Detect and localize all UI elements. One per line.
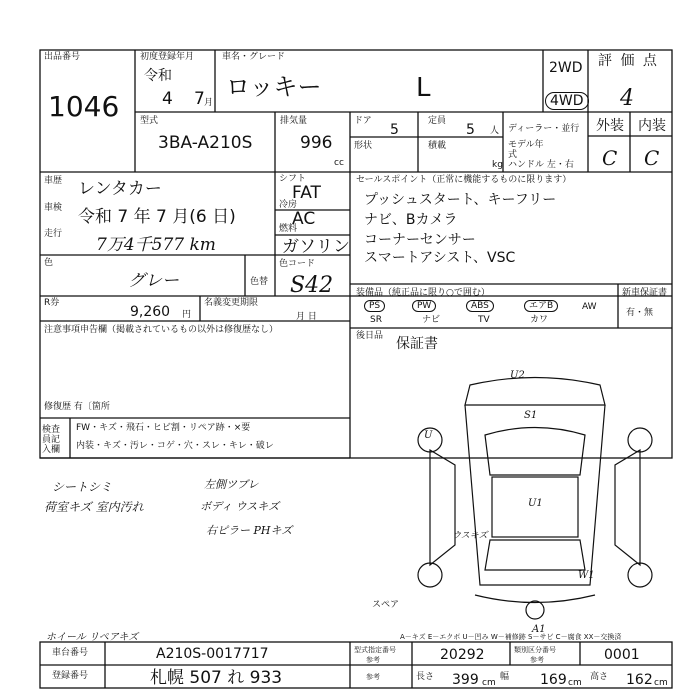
capacity-label: 定員 (428, 116, 447, 126)
history-label: 車歴 (44, 176, 63, 186)
color-code-value: S42 (290, 273, 334, 298)
exterior-grade: C (602, 146, 618, 170)
equip-tv: TV (478, 315, 490, 325)
recycle-label: R券 (44, 298, 60, 308)
drive-4wd-circled: 4WD (545, 92, 589, 110)
registration-number-label: 登録番号 (52, 671, 89, 681)
length-value: 399 (452, 672, 479, 688)
damage-legend: A－キズ E－エクボ U－凹み W－補修跡 S－サビ C－腐食 XX－交換済 (400, 633, 622, 641)
width-value: 169 (540, 672, 567, 688)
steering-label: ハンドル 左・右 (508, 160, 574, 170)
reference-label: 参考 (366, 656, 380, 664)
exterior-label: 外装 (596, 118, 624, 134)
diagram-wheel-rear-right (628, 563, 652, 587)
inspection-label: 車検 (44, 203, 63, 213)
equip-airbag: エアB (524, 300, 558, 312)
history-value: レンタカー (78, 179, 162, 199)
displacement-label: 排気量 (280, 116, 308, 126)
grade: L (416, 73, 431, 103)
interior-grade: C (644, 146, 660, 170)
diagram-spare-tire (526, 601, 544, 619)
damage-mark: U1 (528, 498, 543, 509)
chassis-number-label: 車台番号 (52, 648, 89, 658)
shift-label: シフト (279, 174, 307, 184)
fuel-label: 燃料 (279, 224, 298, 234)
reference-label: 参考 (366, 673, 380, 681)
equip-abs: ABS (466, 300, 494, 312)
repair-history-label: 修復歴 有〔箇所 (44, 402, 110, 412)
drive-2wd: 2WD (549, 60, 583, 76)
sales-point-line: コーナーセンサー (364, 232, 476, 248)
class-number-value: 0001 (604, 647, 640, 663)
capacity-value: 5 (466, 122, 475, 138)
handwritten-note: ホイール リペアキズ (46, 632, 139, 643)
ac-value: AC (292, 209, 316, 229)
cm-unit: cm (482, 678, 496, 688)
cm-unit: cm (568, 678, 582, 688)
diagram-rear-window (485, 540, 585, 570)
interior-checklist: 内装・キズ・汚レ・コゲ・穴・スレ・キレ・破レ (76, 441, 274, 451)
width-label: 幅 (500, 672, 510, 682)
overall-rating: 4 (620, 86, 634, 111)
cc-unit: cc (334, 158, 344, 168)
handwritten-note: シートシミ (52, 480, 113, 494)
inspection-value: 令和 7 年 7 月(6 日) (78, 207, 236, 227)
equipment-label: 装備品（純正品に限り○で囲む） (356, 288, 490, 298)
diagram-wheel-rear-left (418, 563, 442, 587)
height-value: 162 (626, 672, 653, 688)
color-code-label: 色コード (279, 259, 316, 269)
cm-unit: cm (654, 678, 668, 688)
warranty-value: 有・無 (626, 308, 654, 318)
accessories-label: 後日品 (356, 331, 384, 341)
type-cert-label: 型式指定番号 (354, 646, 396, 654)
name-change-date: 月 日 (296, 312, 317, 322)
sales-point-line: プッシュスタート、キーフリー (364, 192, 557, 208)
car-name: ロッキー (226, 73, 322, 101)
registration-era: 令和 (144, 68, 172, 84)
body-shape-label: 形状 (354, 141, 373, 151)
precautions-label: 注意事項申告欄（掲載されているもの以外は修復歴なし） (44, 325, 279, 335)
diagram-front-bumper (465, 378, 605, 406)
sales-point-line: ナビ、Bカメラ (364, 212, 458, 228)
reference-label: 参考 (530, 656, 544, 664)
ac-label: 冷房 (279, 200, 298, 210)
height-label: 高さ (590, 672, 609, 682)
equip-pw: PW (412, 300, 436, 312)
registration-month: 7 (194, 89, 205, 109)
mileage-value: 7万4千577 km (96, 235, 216, 255)
doors-value: 5 (390, 122, 399, 138)
interior-label: 内装 (638, 118, 666, 134)
spare-label: スペア (372, 600, 400, 610)
kg-unit: kg (492, 160, 503, 170)
lot-number-label: 出品番号 (44, 52, 81, 62)
sales-points-label: セールスポイント（正常に機能するものに限ります） (356, 175, 572, 185)
diagram-left-side (430, 450, 455, 565)
damage-mark: U2 (510, 370, 525, 381)
doors-label: ドア (354, 116, 372, 126)
load-label: 積載 (428, 141, 447, 151)
chassis-number-value: A210S-0017717 (156, 646, 269, 662)
handwritten-note: ボディ ウスキズ (200, 500, 280, 513)
class-number-label: 類別区分番号 (514, 646, 556, 654)
capacity-unit: 人 (490, 126, 500, 136)
diagram-wheel-front-right (628, 428, 652, 452)
dealer-label: ディーラー・並行 (508, 124, 580, 134)
yen-unit: 円 (182, 310, 192, 320)
name-change-label: 名義変更期限 (204, 298, 259, 308)
month-unit: 月 (204, 98, 214, 108)
sales-point-line: スマートアシスト、VSC (364, 250, 516, 266)
car-name-grade-label: 車名・グレード (222, 52, 286, 62)
length-label: 長さ (416, 672, 435, 682)
equip-aw: AW (582, 302, 597, 312)
color-change-label: 色替 (250, 277, 269, 287)
equip-sr: SR (370, 315, 382, 325)
inspector-label: 検査員記入欄 (42, 425, 61, 455)
type-cert-value: 20292 (440, 647, 485, 663)
warranty-label: 新車保証書 (622, 288, 668, 298)
recycle-value: 9,260 (130, 304, 171, 320)
handwritten-note: 右ピラー PHキズ (206, 524, 293, 537)
damage-mark: ウスキズ (452, 531, 488, 541)
displacement-value: 996 (300, 133, 333, 153)
damage-mark: A1 (532, 624, 546, 635)
shift-value: FAT (292, 183, 321, 203)
lot-number: 1046 (48, 90, 120, 123)
registration-year: 4 (162, 89, 173, 109)
model-year-label: モデル年式 (508, 140, 544, 160)
diagram-right-side (615, 450, 640, 565)
mileage-label: 走行 (44, 229, 63, 239)
model-label: 型式 (140, 116, 159, 126)
equip-leather: カワ (530, 315, 549, 325)
fw-checklist: FW・キズ・飛石・ヒビ割・リペア跡・×要 (76, 423, 251, 433)
registration-number-value: 札幌 507 れ 933 (150, 668, 283, 688)
handwritten-note: 荷室キズ 室内汚れ (44, 500, 144, 514)
color-value: グレー (128, 271, 179, 291)
color-label: 色 (44, 258, 54, 268)
equip-ps: PS (364, 300, 385, 312)
diagram-windshield (485, 428, 585, 476)
model-code: 3BA-A210S (158, 133, 253, 153)
rating-label: 評 価 点 (598, 53, 659, 69)
damage-mark: U (424, 430, 433, 441)
damage-mark: W1 (578, 570, 595, 581)
accessories-value: 保証書 (396, 336, 438, 352)
damage-mark: S1 (524, 410, 538, 421)
first-registration-label: 初度登録年月 (140, 52, 195, 62)
equip-navi: ナビ (422, 315, 441, 325)
diagram-body-outline (465, 405, 605, 585)
fuel-value: ガソリン (282, 237, 350, 257)
handwritten-note: 左側ツブレ (204, 478, 259, 491)
